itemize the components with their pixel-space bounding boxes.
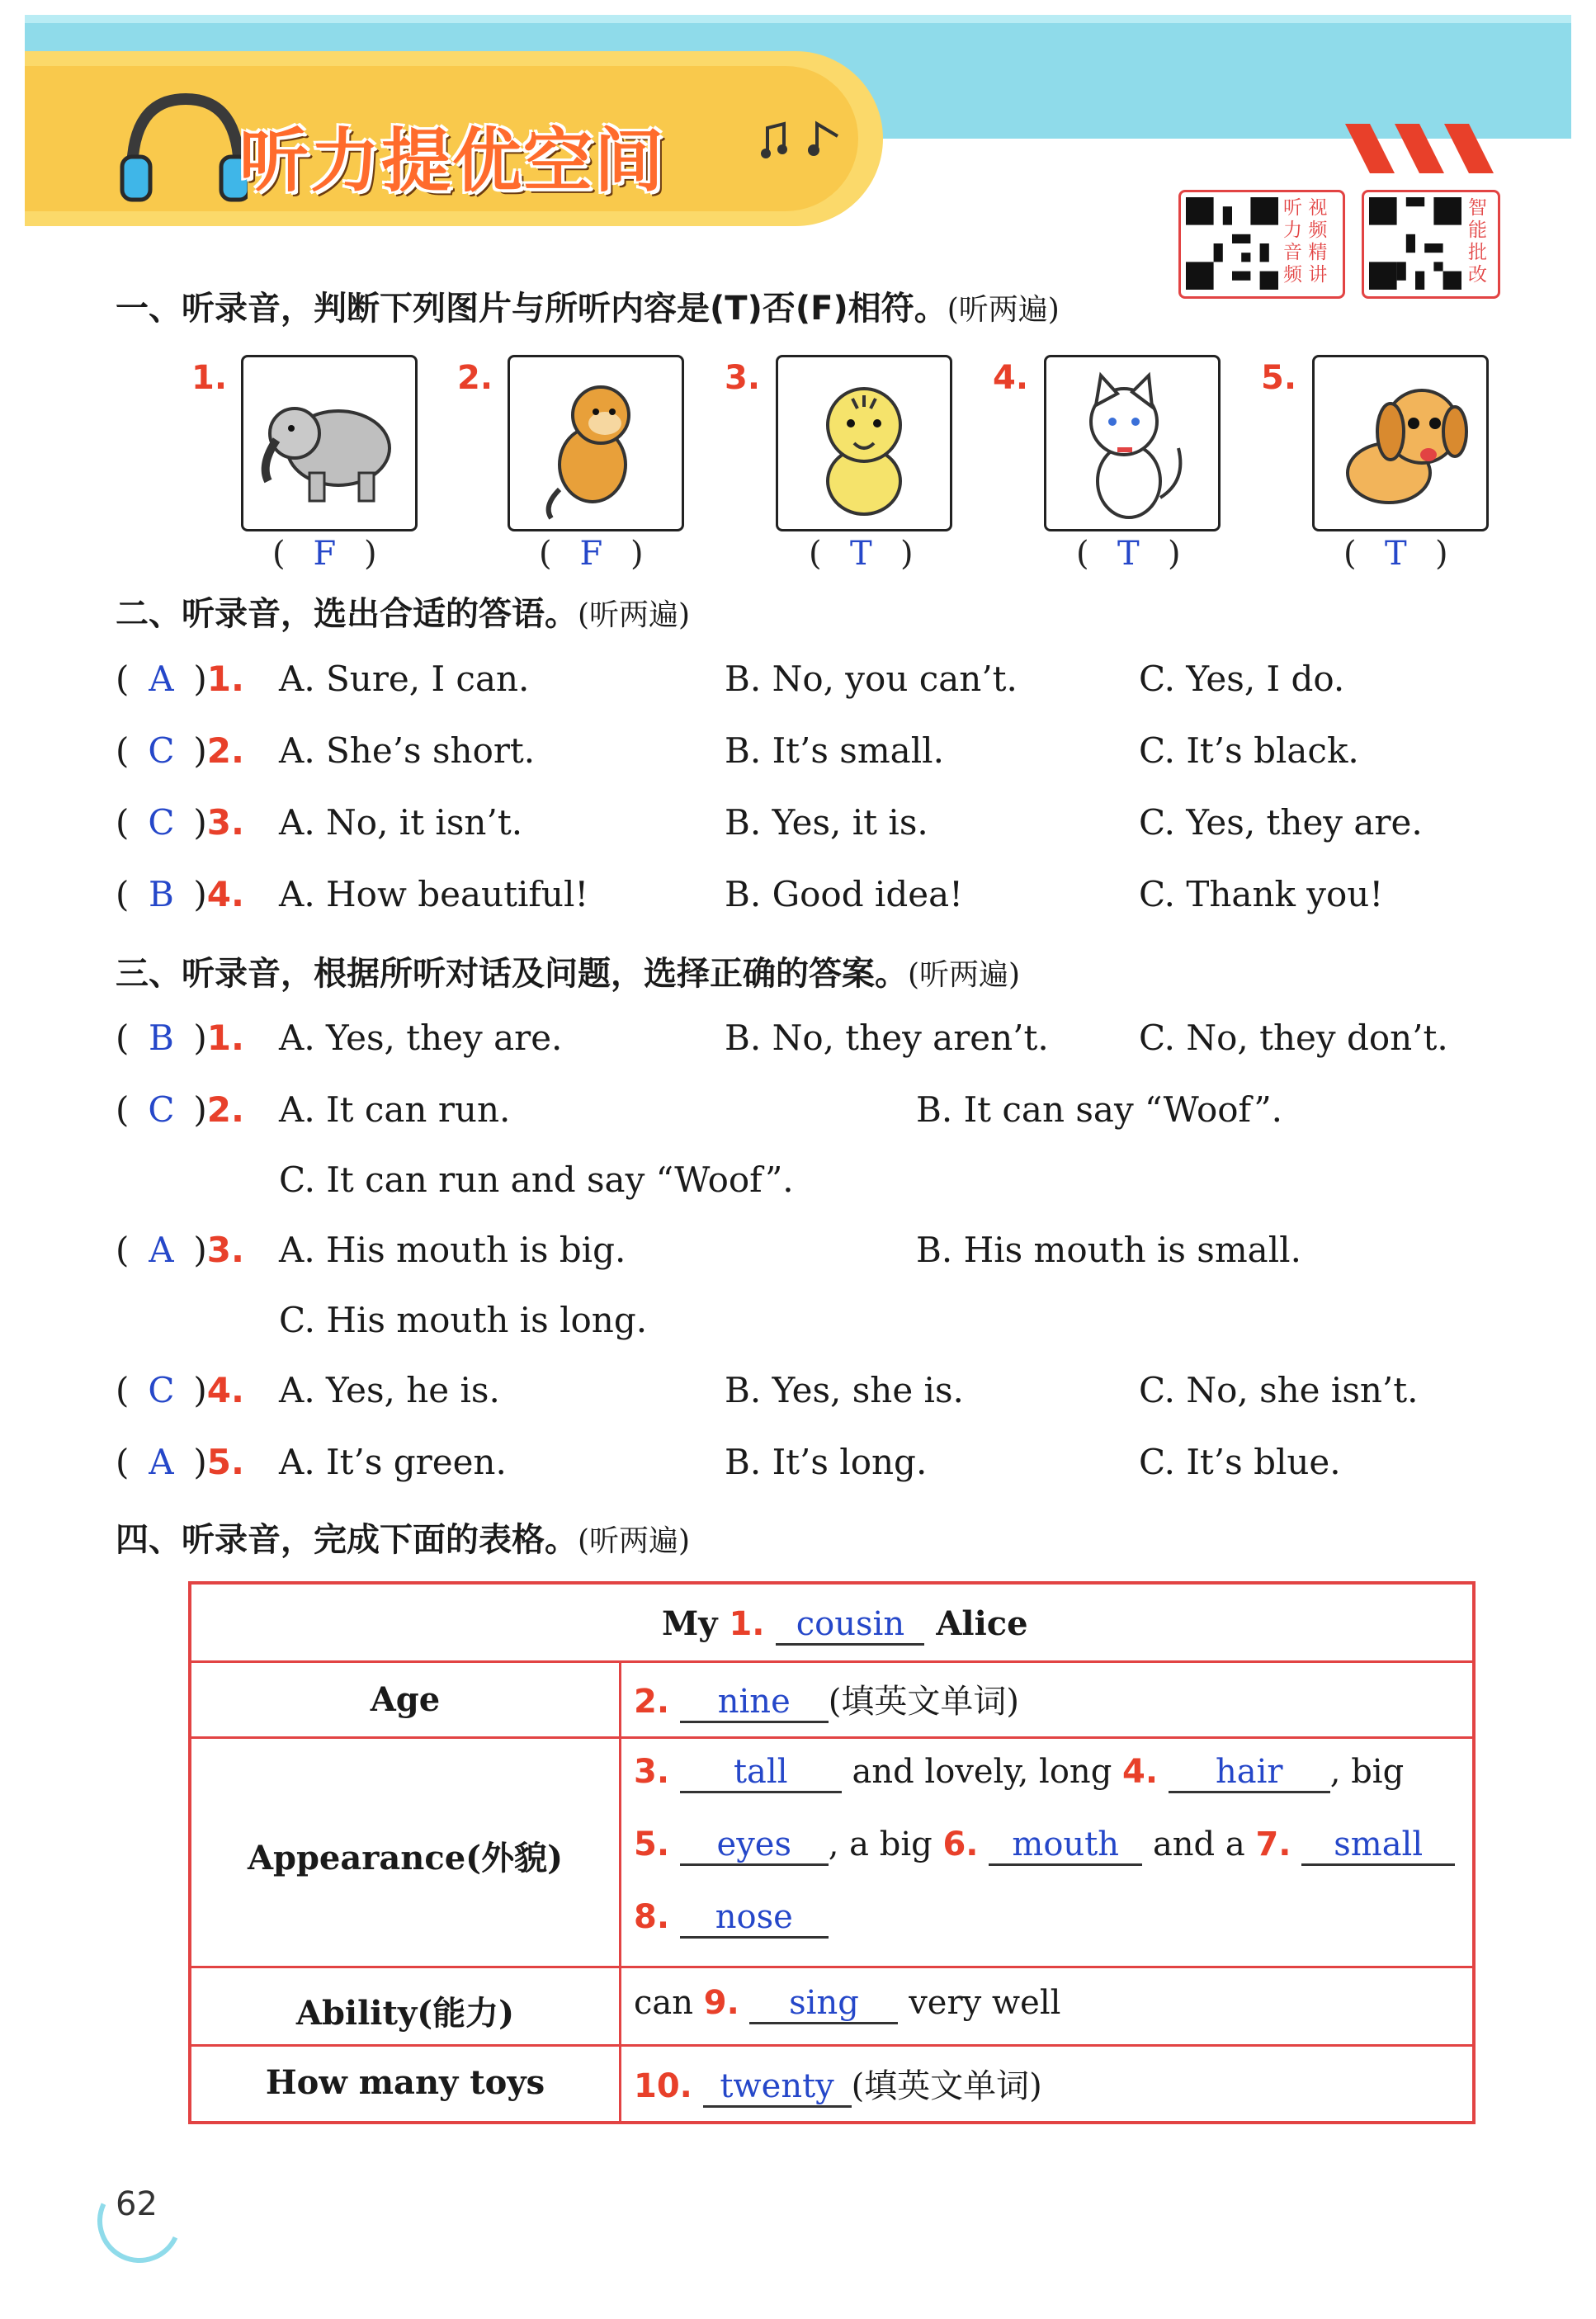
- option-c: C. His mouth is long.: [279, 1300, 648, 1340]
- qr-code-video[interactable]: [1178, 190, 1345, 299]
- picture-monkey: [508, 355, 684, 531]
- option-b: B. No, you can’t.: [725, 659, 1018, 699]
- qr-code-grading[interactable]: [1362, 190, 1500, 299]
- blank-number: 9.: [703, 1984, 739, 2022]
- question-row: ( C )2.: [116, 1089, 244, 1130]
- question-number: 1.: [206, 1018, 244, 1058]
- section-banner-title: 听力提优空间: [239, 120, 666, 201]
- static-text: , big: [1329, 1753, 1405, 1791]
- option-c: C. No, she isn’t.: [1139, 1370, 1419, 1410]
- qr-label: 精: [1308, 242, 1328, 263]
- answer-value: A: [149, 1442, 174, 1482]
- answer-value: F: [579, 535, 603, 573]
- option-c: C. It can run and say “Woof”.: [279, 1160, 794, 1200]
- option-a: A. It can run.: [279, 1089, 511, 1130]
- table-rule: [191, 1966, 1472, 1968]
- option-b: B. It’s long.: [725, 1442, 928, 1482]
- question-number: 3.: [206, 1230, 244, 1270]
- answer-value: B: [148, 1018, 174, 1058]
- question-number: 2.: [206, 730, 244, 771]
- section-2-note: (听两遍): [578, 598, 691, 632]
- answer-blank[interactable]: nose: [680, 1898, 829, 1939]
- row-label-age: Age: [370, 1680, 441, 1719]
- option-a: A. Yes, he is.: [279, 1370, 500, 1410]
- hint-text: (填英文单词): [828, 1683, 1019, 1721]
- answer-value: C: [148, 802, 175, 843]
- answer-blank[interactable]: cousin: [776, 1605, 924, 1646]
- option-c: C. It’s blue.: [1139, 1442, 1341, 1482]
- question-number: 1.: [206, 659, 244, 699]
- option-a: A. Yes, they are.: [279, 1018, 563, 1058]
- tiger-icon: [778, 357, 950, 529]
- answer-value: A: [149, 659, 174, 699]
- answer-value: T: [849, 535, 872, 573]
- option-a: A. Sure, I can.: [279, 659, 530, 699]
- blank-number: 2.: [634, 1683, 670, 1721]
- question-number: 5.: [206, 1442, 244, 1482]
- section-2-title: [116, 588, 690, 635]
- toys-cell: [634, 2060, 1042, 2108]
- question-row: ( A )1.: [116, 659, 244, 699]
- question-row: ( C )2.: [116, 730, 244, 771]
- qr-label: 智: [1468, 197, 1487, 219]
- static-text: and a: [1152, 1825, 1245, 1863]
- answer-value: C: [148, 1089, 175, 1130]
- answer-blank[interactable]: twenty: [703, 2067, 852, 2108]
- row-label-appearance: Appearance(外貌): [247, 1839, 564, 1877]
- blank-number: 4.: [1122, 1753, 1159, 1791]
- picture-cat: [1044, 355, 1221, 531]
- answer-slot: ( T ): [809, 535, 914, 573]
- option-a: A. She’s short.: [279, 730, 536, 771]
- qr-label: 视: [1308, 197, 1328, 219]
- answer-blank[interactable]: mouth: [989, 1825, 1142, 1866]
- table-rule: [191, 1736, 1472, 1739]
- question-row: ( B )1.: [116, 1018, 244, 1058]
- appearance-line-1: [634, 1753, 1404, 1793]
- question-row: ( A )3.: [116, 1230, 244, 1270]
- picture-dog: [1312, 355, 1489, 531]
- section-3-note: (听两遍): [908, 958, 1021, 992]
- table-rule: [191, 2044, 1472, 2047]
- option-b: B. It can say “Woof”.: [916, 1089, 1283, 1130]
- dog-icon: [1315, 357, 1486, 529]
- elephant-icon: [243, 357, 415, 529]
- question-row: ( C )4.: [116, 1370, 244, 1410]
- qr-label: 音: [1283, 242, 1302, 263]
- picture-number: 3.: [725, 359, 761, 397]
- headphones-icon: [116, 83, 248, 206]
- monkey-icon: [510, 357, 682, 529]
- option-c: C. No, they don’t.: [1139, 1018, 1448, 1058]
- static-text: , a big: [828, 1825, 933, 1863]
- answer-slot: ( F ): [272, 535, 377, 573]
- table-header: [662, 1604, 1028, 1646]
- option-b: B. His mouth is small.: [916, 1230, 1301, 1270]
- page-number: 62: [116, 2185, 158, 2223]
- picture-number: 1.: [191, 359, 228, 397]
- blank-number: 3.: [634, 1753, 670, 1791]
- age-cell: [634, 1675, 1019, 1723]
- option-a: A. How beautiful!: [279, 874, 589, 914]
- answer-value: F: [313, 535, 337, 573]
- option-c: C. Yes, I do.: [1139, 659, 1345, 699]
- answer-value: A: [149, 1230, 174, 1270]
- qr-label: 能: [1468, 220, 1487, 241]
- qr-code-icon: [1369, 197, 1461, 290]
- answer-value: B: [148, 874, 174, 914]
- static-text: and lovely, long: [852, 1753, 1112, 1791]
- static-text: can: [634, 1984, 694, 2022]
- qr-label: 力: [1283, 220, 1302, 241]
- picture-tiger: [776, 355, 952, 531]
- question-row: ( A )5.: [116, 1442, 244, 1482]
- appearance-line-2: [634, 1825, 1455, 1866]
- qr-label: 改: [1468, 264, 1487, 286]
- music-notes-icon: [759, 116, 850, 165]
- answer-blank[interactable]: small: [1301, 1825, 1455, 1866]
- question-number: 4.: [206, 874, 244, 914]
- static-text: very well: [909, 1984, 1061, 2022]
- qr-label: 讲: [1308, 264, 1328, 286]
- option-b: B. Yes, it is.: [725, 802, 928, 843]
- option-c: C. Thank you!: [1139, 874, 1384, 914]
- answer-blank[interactable]: nine: [680, 1683, 829, 1723]
- answer-value: T: [1384, 535, 1407, 573]
- answer-slot: ( T ): [1076, 535, 1181, 573]
- option-a: A. It’s green.: [279, 1442, 507, 1482]
- blank-number: 1.: [729, 1605, 765, 1643]
- section-1-note: (听两遍): [947, 293, 1060, 327]
- qr-label: 批: [1468, 242, 1487, 263]
- section-4-title: [116, 1514, 690, 1561]
- decorative-stripes: [1337, 124, 1502, 173]
- cat-icon: [1046, 357, 1218, 529]
- header-my: My: [662, 1604, 718, 1643]
- answer-blank[interactable]: sing: [749, 1984, 898, 2024]
- answer-slot: ( F ): [539, 535, 644, 573]
- section-1-heading: 一、听录音，判断下列图片与所听内容是(T)否(F)相符。: [116, 290, 947, 328]
- answer-value: C: [148, 730, 175, 771]
- question-number: 4.: [206, 1370, 244, 1410]
- option-b: B. Yes, she is.: [725, 1370, 964, 1410]
- option-b: B. Good idea!: [725, 874, 964, 914]
- answer-blank[interactable]: tall: [680, 1753, 842, 1793]
- qr-label: 频: [1308, 220, 1328, 241]
- answer-blank[interactable]: hair: [1169, 1753, 1330, 1793]
- section-1-title: [116, 282, 1060, 329]
- blank-number: 10.: [634, 2067, 692, 2105]
- qr-code-icon: [1186, 197, 1278, 290]
- ability-cell: [634, 1984, 1060, 2024]
- answer-slot: ( T ): [1343, 535, 1448, 573]
- section-4-note: (听两遍): [578, 1524, 691, 1558]
- section-2-heading: 二、听录音，选出合适的答语。: [116, 595, 578, 633]
- qr-label: 频: [1283, 264, 1302, 286]
- option-b: B. No, they aren’t.: [725, 1018, 1049, 1058]
- section-3-heading: 三、听录音，根据所听对话及问题，选择正确的答案。: [116, 955, 908, 993]
- table-divider: [619, 1660, 621, 2121]
- blank-number: 6.: [942, 1825, 979, 1863]
- question-number: 3.: [206, 802, 244, 843]
- option-a: A. No, it isn’t.: [279, 802, 523, 843]
- appearance-line-3: [634, 1898, 829, 1939]
- hint-text: (填英文单词): [851, 2067, 1042, 2105]
- header-name: Alice: [936, 1604, 1028, 1643]
- question-row: ( C )3.: [116, 802, 244, 843]
- row-label-ability: Ability(能力): [295, 1994, 515, 2033]
- section-4-heading: 四、听录音，完成下面的表格。: [116, 1521, 578, 1559]
- question-number: 2.: [206, 1089, 244, 1130]
- option-c: C. Yes, they are.: [1139, 802, 1423, 843]
- picture-number: 2.: [457, 359, 493, 397]
- row-label-toys: How many toys: [265, 2063, 545, 2102]
- picture-elephant: [241, 355, 418, 531]
- option-c: C. It’s black.: [1139, 730, 1359, 771]
- option-b: B. It’s small.: [725, 730, 944, 771]
- answer-value: C: [148, 1370, 175, 1410]
- table-rule: [191, 1660, 1472, 1663]
- info-table: [188, 1581, 1476, 2124]
- blank-number: 8.: [634, 1898, 670, 1936]
- answer-blank[interactable]: eyes: [680, 1825, 829, 1866]
- picture-number: 5.: [1261, 359, 1297, 397]
- picture-number: 4.: [993, 359, 1029, 397]
- blank-number: 7.: [1255, 1825, 1291, 1863]
- option-a: A. His mouth is big.: [279, 1230, 626, 1270]
- qr-label: 听: [1283, 197, 1302, 219]
- answer-value: T: [1117, 535, 1140, 573]
- section-3-title: [116, 947, 1020, 994]
- question-row: ( B )4.: [116, 874, 244, 914]
- blank-number: 5.: [634, 1825, 670, 1863]
